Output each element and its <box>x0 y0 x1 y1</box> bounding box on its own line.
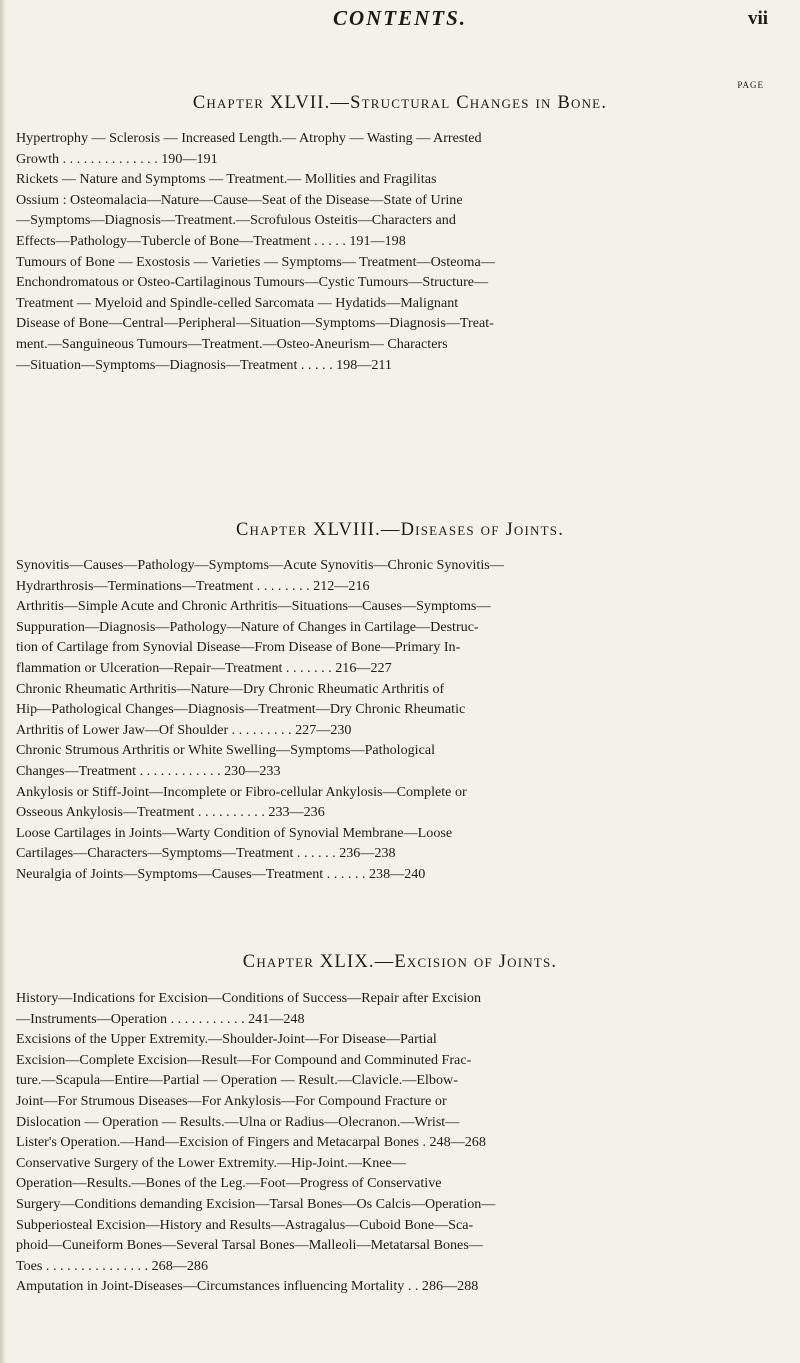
running-head-title: CONTENTS. <box>332 6 468 30</box>
toc-entry <box>16 782 784 823</box>
toc-line: Operation—Results.—Bones of the Leg.—Foot—Progress of Conservative <box>16 1175 442 1192</box>
toc-line: Hydrarthrosis—Terminations—Treatment . . . . . . . . 212—216 <box>16 577 370 594</box>
toc-line: flammation or Ulceration—Repair—Treatment . . . . . . . 216—227 <box>16 659 392 676</box>
running-head <box>0 6 800 32</box>
toc-entry <box>16 679 784 741</box>
chapter-heading: Chapter XLVII.—Structural Changes in Bone. <box>192 93 608 113</box>
binding-shadow <box>0 0 6 1363</box>
toc-line: Toes . . . . . . . . . . . . . . . 268—286 <box>16 1257 209 1274</box>
toc-line: Surgery—Conditions demanding Excision—Tarsal Bones—Os Calcis—Operation— <box>16 1195 496 1212</box>
toc-line: Rickets — Nature and Symptoms — Treatment.— Mollities and Fragilitas <box>16 171 437 188</box>
chapter-entries <box>16 128 784 375</box>
toc-entry <box>16 823 784 864</box>
toc-line: Chronic Rheumatic Arthritis—Nature—Dry Chronic Rheumatic Arthritis of <box>16 680 445 697</box>
toc-line: Treatment — Myeloid and Spindle-celled Sarcomata — Hydatids—Malignant <box>16 294 459 311</box>
toc-entry <box>16 555 784 596</box>
toc-line: ment.—Sanguineous Tumours—Treatment.—Osteo-Aneurism— Characters <box>16 335 448 352</box>
toc-line: Ankylosis or Stiff-Joint—Incomplete or Fibro-cellular Ankylosis—Complete or <box>16 783 467 800</box>
toc-line: —Symptoms—Diagnosis—Treatment.—Scrofulous Osteitis—Characters and <box>16 212 456 229</box>
chapter-heading: Chapter XLIX.—Excision of Joints. <box>242 952 558 972</box>
chapter-entries <box>16 555 784 885</box>
page-column-label: PAGE <box>737 80 764 90</box>
toc-line: Hypertrophy — Sclerosis — Increased Length.— Atrophy — Wasting — Arrested <box>16 130 482 146</box>
toc-line: —Instruments—Operation . . . . . . . . . . . 241—248 <box>16 1010 305 1027</box>
toc-line: Ossium : Osteomalacia—Nature—Cause—Seat of the Disease—State of Urine <box>16 191 463 208</box>
toc-entry <box>16 1153 784 1277</box>
toc-entry <box>16 596 784 678</box>
toc-line: Changes—Treatment . . . . . . . . . . . . 230—233 <box>16 762 281 779</box>
toc-line: History—Indications for Excision—Conditions of Success—Repair after Excision <box>16 990 482 1006</box>
toc-line: tion of Cartilage from Synovial Disease—From Disease of Bone—Primary In- <box>16 639 461 656</box>
toc-line: Growth . . . . . . . . . . . . . . 190—191 <box>16 150 218 167</box>
chapter-heading: Chapter XLVIII.—Diseases of Joints. <box>235 520 565 540</box>
page-number: vii <box>747 8 768 29</box>
toc-line: phoid—Cuneiform Bones—Several Tarsal Bones—Malleoli—Metatarsal Bones— <box>16 1237 483 1254</box>
toc-line: Disease of Bone—Central—Peripheral—Situation—Symptoms—Diagnosis—Treat- <box>16 315 494 332</box>
toc-line: Amputation in Joint-Diseases—Circumstances influencing Mortality . . 286—288 <box>16 1278 479 1295</box>
toc-line: —Situation—Symptoms—Diagnosis—Treatment . . . . . 198—211 <box>16 356 392 373</box>
toc-line: Hip—Pathological Changes—Diagnosis—Treatment—Dry Chronic Rheumatic <box>16 701 466 718</box>
toc-line: Enchondromatous or Osteo-Cartilaginous Tumours—Cystic Tumours—Structure— <box>16 274 489 291</box>
toc-line: Joint—For Strumous Diseases—For Ankylosis—For Compound Fracture or <box>16 1092 447 1109</box>
toc-line: Osseous Ankylosis—Treatment . . . . . . . . . . 233—236 <box>16 804 325 821</box>
toc-line: Cartilages—Characters—Symptoms—Treatment . . . . . . 236—238 <box>16 845 396 862</box>
toc-line: Chronic Strumous Arthritis or White Swelling—Symptoms—Pathological <box>16 742 436 759</box>
toc-entry <box>16 128 784 169</box>
toc-line: Lister's Operation.—Hand—Excision of Fingers and Metacarpal Bones . 248—268 <box>16 1134 486 1151</box>
toc-entry <box>16 864 784 885</box>
toc-line: Loose Cartilages in Joints—Warty Condition of Synovial Membrane—Loose <box>16 824 453 841</box>
toc-line: Dislocation — Operation — Results.—Ulna or Radius—Olecranon.—Wrist— <box>16 1113 460 1130</box>
chapter-entries <box>16 988 784 1297</box>
toc-entry <box>16 169 784 251</box>
toc-entry <box>16 988 784 1029</box>
toc-line: Subperiosteal Excision—History and Results—Astragalus—Cuboid Bone—Sca- <box>16 1216 474 1233</box>
toc-line: Synovitis—Causes—Pathology—Symptoms—Acute Synovitis—Chronic Synovitis— <box>16 557 504 573</box>
toc-line: Tumours of Bone — Exostosis — Varieties — Symptoms— Treatment—Osteoma— <box>16 253 495 270</box>
toc-line: Excisions of the Upper Extremity.—Shoulder-Joint—For Disease—Partial <box>16 1031 437 1048</box>
toc-line: Excision—Complete Excision—Result—For Compound and Comminuted Frac- <box>16 1051 472 1068</box>
toc-entry <box>16 252 784 376</box>
toc-line: Arthritis—Simple Acute and Chronic Arthritis—Situations—Causes—Symptoms— <box>16 598 491 615</box>
toc-line: Neuralgia of Joints—Symptoms—Causes—Treatment . . . . . . 238—240 <box>16 865 426 882</box>
toc-line: ture.—Scapula—Entire—Partial — Operation — Result.—Clavicle.—Elbow- <box>16 1072 458 1089</box>
toc-line: Effects—Pathology—Tubercle of Bone—Treatment . . . . . 191—198 <box>16 232 406 249</box>
toc-entry <box>16 740 784 781</box>
toc-line: Arthritis of Lower Jaw—Of Shoulder . . . . . . . . . 227—230 <box>16 721 352 738</box>
toc-line: Conservative Surgery of the Lower Extremity.—Hip-Joint.—Knee— <box>16 1154 406 1171</box>
toc-entry <box>16 1276 784 1297</box>
toc-line: Suppuration—Diagnosis—Pathology—Nature of Changes in Cartilage—Destruc- <box>16 618 479 635</box>
toc-entry <box>16 1029 784 1153</box>
